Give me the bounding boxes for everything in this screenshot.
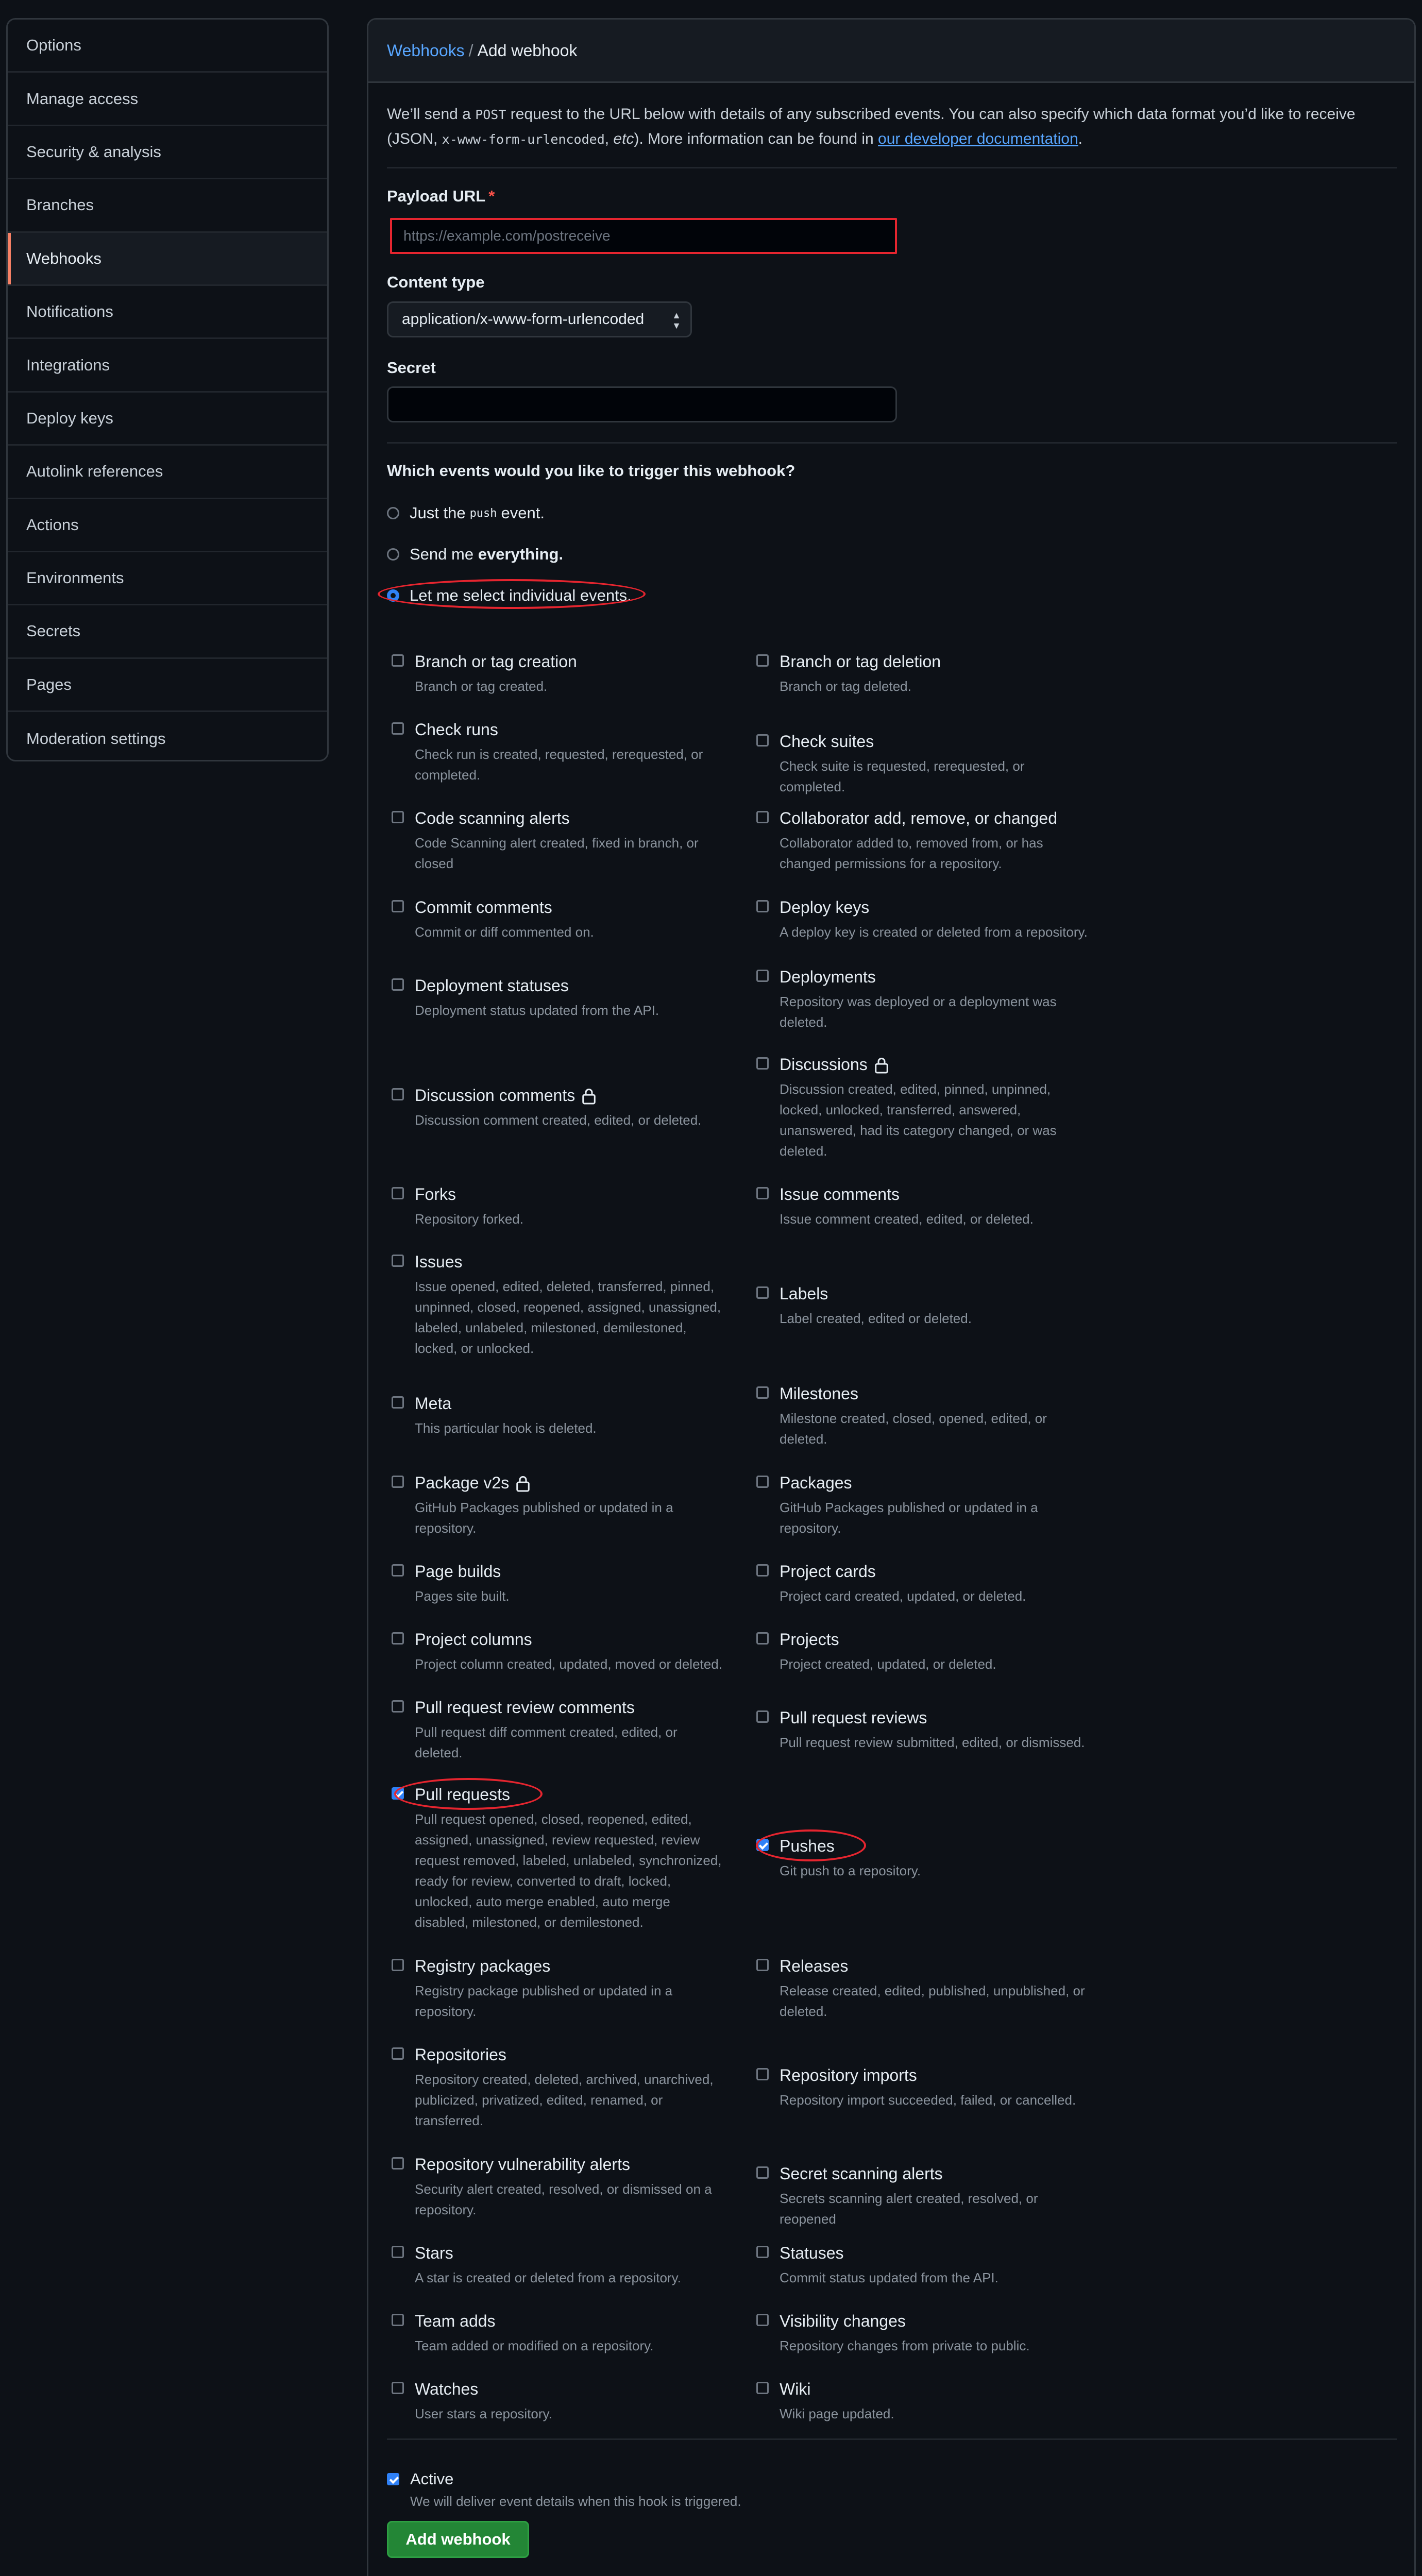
- event-title: Pushes: [780, 1837, 835, 1855]
- event-title: Issue comments: [780, 1185, 900, 1204]
- event-checkbox-releases[interactable]: [756, 1959, 769, 1971]
- event-checkbox-repositories[interactable]: [392, 2047, 404, 2060]
- breadcrumb: [368, 20, 1414, 83]
- event-title: Stars: [415, 2244, 453, 2262]
- sidebar-item-environments[interactable]: Environments: [8, 552, 327, 605]
- event-checkbox-packages[interactable]: [756, 1476, 769, 1488]
- add-webhook-panel: [367, 18, 1416, 2576]
- event-title: Labels: [780, 1284, 828, 1303]
- event-title: Commit comments: [415, 898, 552, 917]
- event-checkbox-milestones[interactable]: [756, 1386, 769, 1399]
- event-checkbox-projects[interactable]: [756, 1632, 769, 1645]
- sidebar-item-options[interactable]: Options: [8, 20, 327, 73]
- event-title: Project columns: [415, 1630, 532, 1649]
- intro-text: We’ll send a POST request to the URL below with details of any subscribed events. You can also specify which data format you’d like to receive (JSON, x-www-form-urlencoded, etc). More information can be found in our developer documentation.: [387, 106, 1356, 147]
- sidebar-item-notifications[interactable]: Notifications: [8, 286, 327, 339]
- event-checkbox-secret-scanning-alerts[interactable]: [756, 2166, 769, 2179]
- event-title: Page builds: [415, 1562, 501, 1581]
- content-type-label: Content type: [387, 273, 485, 291]
- event-description: A deploy key is created or deleted from a repository.: [780, 924, 1088, 940]
- event-title: Projects: [780, 1630, 839, 1649]
- event-checkbox-project-cards[interactable]: [756, 1564, 769, 1577]
- event-description: Repository forked.: [415, 1211, 523, 1227]
- event-title: Statuses: [780, 2244, 844, 2262]
- event-title: Packages: [780, 1473, 852, 1492]
- event-checkbox-pushes[interactable]: [756, 1839, 769, 1851]
- event-checkbox-project-columns[interactable]: [392, 1632, 404, 1645]
- secret-input[interactable]: [387, 386, 897, 422]
- event-checkbox-wiki[interactable]: [756, 2382, 769, 2394]
- event-description: Wiki page updated.: [780, 2406, 894, 2421]
- event-checkbox-commit-comments[interactable]: [392, 900, 404, 912]
- add-webhook-button[interactable]: Add webhook: [387, 2521, 529, 2558]
- events-question: Which events would you like to trigger this webhook?: [387, 462, 795, 480]
- event-title: Watches: [415, 2380, 479, 2398]
- event-description: Discussion comment created, edited, or deleted.: [415, 1112, 702, 1128]
- radio-just-push[interactable]: Just the push event.: [387, 504, 545, 522]
- event-title: Pull request reviews: [780, 1708, 927, 1727]
- event-title: Repository vulnerability alerts: [415, 2155, 630, 2174]
- event-checkbox-deploy-keys[interactable]: [756, 900, 769, 912]
- event-checkbox-deployments[interactable]: [756, 970, 769, 982]
- event-description: Project created, updated, or deleted.: [780, 1656, 996, 1672]
- event-title: Pull request review comments: [415, 1698, 635, 1717]
- radio-select-individual[interactable]: Let me select individual events.: [387, 586, 632, 605]
- lock-icon: [581, 1087, 597, 1105]
- divider: [387, 442, 1397, 444]
- event-description: Repository created, deleted, archived, unarchived, publicized, privatized, edited, renamed, or transferred.: [415, 2072, 714, 2128]
- event-title: Registry packages: [415, 1957, 551, 1975]
- sidebar-item-actions[interactable]: Actions: [8, 499, 327, 552]
- event-title: Collaborator add, remove, or changed: [780, 809, 1057, 827]
- required-mark: *: [488, 187, 495, 205]
- event-checkbox-labels[interactable]: [756, 1286, 769, 1299]
- secret-label: Secret: [387, 359, 436, 377]
- event-title: Pull requests: [415, 1785, 510, 1804]
- event-description: Release created, edited, published, unpublished, or deleted.: [780, 1983, 1085, 2019]
- event-checkbox-pull-request-reviews[interactable]: [756, 1710, 769, 1723]
- sidebar-item-integrations[interactable]: Integrations: [8, 339, 327, 392]
- event-checkbox-repository-imports[interactable]: [756, 2068, 769, 2080]
- event-description: Collaborator added to, removed from, or has changed permissions for a repository.: [780, 835, 1043, 871]
- event-title: Deploy keys: [780, 898, 870, 917]
- event-checkbox-statuses[interactable]: [756, 2246, 769, 2258]
- event-description: Code Scanning alert created, fixed in branch, or closed: [415, 835, 699, 871]
- event-description: Check suite is requested, rerequested, or completed.: [780, 758, 1025, 794]
- active-option[interactable]: [387, 2471, 851, 2517]
- event-checkbox-discussion-comments[interactable]: [392, 1088, 404, 1100]
- event-checkbox-package-v2s[interactable]: [392, 1476, 404, 1488]
- post-code: POST: [475, 107, 506, 122]
- event-description: Repository import succeeded, failed, or cancelled.: [780, 2092, 1076, 2108]
- event-title: Deployments: [780, 968, 876, 986]
- event-checkbox-code-scanning-alerts[interactable]: [392, 811, 404, 823]
- event-description: Pages site built.: [415, 1588, 510, 1604]
- event-description: Pull request review submitted, edited, or dismissed.: [780, 1735, 1085, 1750]
- event-checkbox-page-builds[interactable]: [392, 1564, 404, 1577]
- event-description: Commit or diff commented on.: [415, 924, 594, 940]
- event-description: Pull request diff comment created, edited, or deleted.: [415, 1724, 678, 1760]
- event-title: Secret scanning alerts: [780, 2164, 943, 2183]
- event-description: Repository changes from private to public.: [780, 2338, 1030, 2353]
- event-title: Visibility changes: [780, 2312, 906, 2330]
- select-arrows-icon: ▲ ▼: [672, 310, 681, 331]
- sidebar-item-secrets[interactable]: Secrets: [8, 605, 327, 658]
- event-description: User stars a repository.: [415, 2406, 552, 2421]
- event-description: Project column created, updated, moved or deleted.: [415, 1656, 722, 1672]
- event-title: Branch or tag creation: [415, 652, 577, 671]
- sidebar-item-moderation-settings[interactable]: Moderation settings: [26, 729, 166, 748]
- content-type-select[interactable]: [387, 301, 692, 337]
- event-description: Issue opened, edited, deleted, transferred, pinned, unpinned, closed, reopened, assigned, unassigned, labeled, unlabeled, milestoned, demilestoned, locked, or unlocked.: [415, 1279, 721, 1356]
- event-description: Commit status updated from the API.: [780, 2270, 998, 2285]
- content-type-value: application/x-www-form-urlencoded: [402, 311, 645, 328]
- active-description: We will deliver event details when this hook is triggered.: [410, 2494, 741, 2509]
- event-description: This particular hook is deleted.: [415, 1420, 597, 1436]
- event-title: Repository imports: [780, 2066, 917, 2084]
- event-checkbox-forks[interactable]: [392, 1187, 404, 1199]
- event-description: Project card created, updated, or deleted.: [780, 1588, 1026, 1604]
- event-description: GitHub Packages published or updated in a repository.: [415, 1500, 673, 1536]
- event-description: Git push to a repository.: [780, 1863, 921, 1878]
- event-checkbox-watches[interactable]: [392, 2382, 404, 2394]
- event-description: Secrets scanning alert created, resolved, or reopened: [780, 2191, 1038, 2227]
- event-description: Security alert created, resolved, or dismissed on a repository.: [415, 2181, 712, 2217]
- sidebar-item-webhooks[interactable]: Webhooks: [8, 233, 327, 286]
- event-title: Milestones: [780, 1384, 858, 1403]
- payload-url-input[interactable]: [390, 218, 897, 254]
- event-checkbox-discussions[interactable]: [756, 1057, 769, 1070]
- event-description: Issue comment created, edited, or deleted.: [780, 1211, 1034, 1227]
- event-checkbox-deployment-statuses[interactable]: [392, 978, 404, 991]
- event-description: Milestone created, closed, opened, edited, or deleted.: [780, 1411, 1047, 1447]
- sidebar-item-autolink-references[interactable]: Autolink references: [8, 446, 327, 499]
- sidebar-item-pages[interactable]: Pages: [8, 659, 327, 712]
- sidebar-item-branches[interactable]: Branches: [8, 179, 327, 232]
- event-description: Branch or tag created.: [415, 679, 548, 694]
- event-checkbox-branch-or-tag-deletion[interactable]: [756, 654, 769, 667]
- radio-send-everything-button[interactable]: [387, 548, 399, 561]
- event-checkbox-issues[interactable]: [392, 1255, 404, 1267]
- event-description: Discussion created, edited, pinned, unpinned, locked, unlocked, transferred, answered, unanswered, had its category changed, or was deleted.: [780, 1081, 1057, 1159]
- event-description: Team added or modified on a repository.: [415, 2338, 654, 2353]
- event-checkbox-pull-requests[interactable]: [392, 1787, 404, 1800]
- event-title: Check suites: [780, 732, 874, 751]
- event-description: Pull request opened, closed, reopened, edited, assigned, unassigned, review requested, review request removed, labeled, unlabeled, synchronized, ready for review, converted to draft, locked, unlocked, auto merge enabled, auto merge disabled, milestoned, or demilestoned.: [415, 1811, 722, 1930]
- event-checkbox-check-suites[interactable]: [756, 734, 769, 747]
- event-title: Branch or tag deletion: [780, 652, 941, 671]
- event-title: Issues: [415, 1252, 463, 1271]
- event-title: Package v2s: [415, 1473, 531, 1493]
- event-description: Check run is created, requested, rerequested, or completed.: [415, 747, 703, 783]
- lock-icon: [874, 1056, 889, 1074]
- event-checkbox-visibility-changes[interactable]: [756, 2314, 769, 2326]
- breadcrumb-separator: /: [468, 41, 473, 60]
- event-checkbox-meta[interactable]: [392, 1396, 404, 1409]
- event-title: Releases: [780, 1957, 849, 1975]
- event-title: Discussions: [780, 1055, 889, 1074]
- event-description: Label created, edited or deleted.: [780, 1311, 972, 1326]
- active-label: Active: [410, 2470, 454, 2488]
- event-checkbox-branch-or-tag-creation[interactable]: [392, 654, 404, 667]
- event-checkbox-collaborator-add-remove-or-changed[interactable]: [756, 811, 769, 823]
- sidebar-item-deploy-keys[interactable]: Deploy keys: [8, 393, 327, 446]
- active-checkbox[interactable]: [387, 2473, 399, 2485]
- event-title: Check runs: [415, 720, 498, 739]
- payload-url-label: Payload URL *: [387, 187, 495, 205]
- event-checkbox-registry-packages[interactable]: [392, 1959, 404, 1971]
- event-checkbox-team-adds[interactable]: [392, 2314, 404, 2326]
- event-title: Repositories: [415, 2045, 506, 2064]
- event-title: Forks: [415, 1185, 456, 1204]
- developer-documentation-link[interactable]: our developer documentation: [878, 130, 1078, 147]
- event-title: Team adds: [415, 2312, 496, 2330]
- event-description: Repository was deployed or a deployment was deleted.: [780, 994, 1057, 1030]
- radio-select-individual-button[interactable]: [387, 589, 399, 602]
- divider: [387, 167, 1397, 168]
- settings-sidebar: [6, 18, 329, 761]
- divider: [387, 2438, 1397, 2440]
- event-description: Deployment status updated from the API.: [415, 1003, 659, 1018]
- event-title: Meta: [415, 1394, 452, 1413]
- event-checkbox-repository-vulnerability-alerts[interactable]: [392, 2157, 404, 2170]
- event-title: Code scanning alerts: [415, 809, 570, 827]
- event-description: Branch or tag deleted.: [780, 679, 911, 694]
- lock-icon: [515, 1475, 531, 1492]
- event-title: Wiki: [780, 2380, 811, 2398]
- event-title: Deployment statuses: [415, 976, 569, 995]
- event-title: Discussion comments: [415, 1086, 597, 1105]
- event-checkbox-check-runs[interactable]: [392, 722, 404, 735]
- radio-just-push-button[interactable]: [387, 507, 399, 519]
- event-description: A star is created or deleted from a repository.: [415, 2270, 681, 2285]
- event-description: GitHub Packages published or updated in a repository.: [780, 1500, 1038, 1536]
- event-description: Registry package published or updated in a repository.: [415, 1983, 673, 2019]
- event-title: Project cards: [780, 1562, 876, 1581]
- radio-send-everything[interactable]: Send me everything.: [387, 545, 563, 564]
- event-checkbox-issue-comments[interactable]: [756, 1187, 769, 1199]
- event-checkbox-stars[interactable]: [392, 2246, 404, 2258]
- breadcrumb-webhooks-link[interactable]: Webhooks: [387, 41, 465, 60]
- urlencoded-code: x-www-form-urlencoded: [442, 132, 605, 147]
- page-title: Add webhook: [477, 41, 578, 60]
- event-checkbox-pull-request-review-comments[interactable]: [392, 1700, 404, 1713]
- sidebar-item-manage-access[interactable]: Manage access: [8, 73, 327, 126]
- sidebar-item-security-analysis[interactable]: Security & analysis: [8, 126, 327, 179]
